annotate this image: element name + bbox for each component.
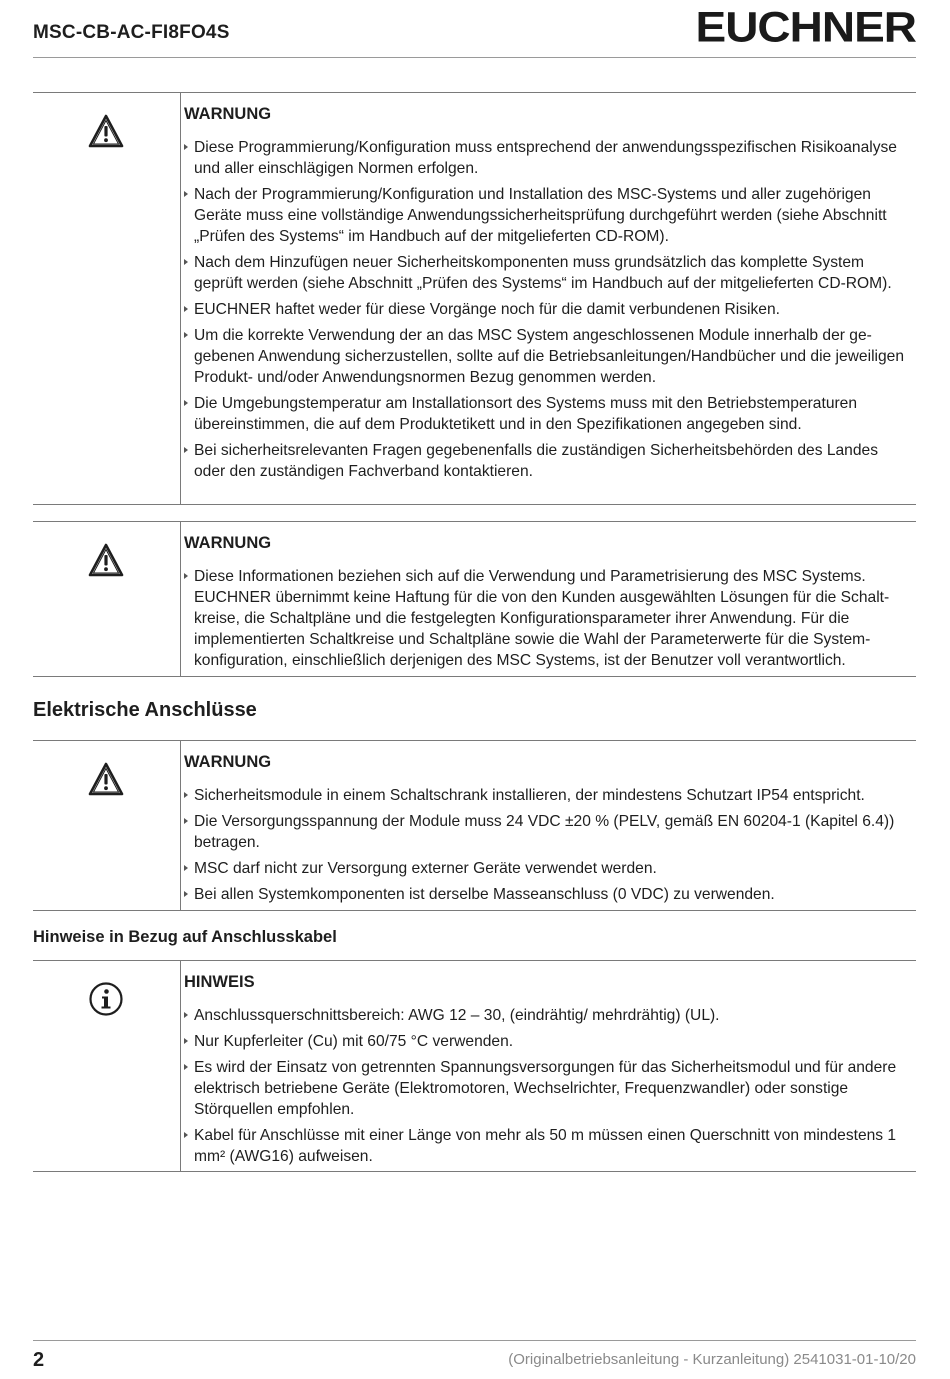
list-item: Nach dem Hinzufügen neuer Sicherheitskomponenten muss grundsätzlich das komplette System geprüft werden (siehe Abschnitt „Prüfen des Systems“ im Handbuch auf der mitgelieferten CD-ROM). — [184, 252, 912, 294]
warning-triangle-icon — [88, 542, 124, 578]
section-heading-electrical: Elektrische Anschlüsse — [33, 699, 257, 721]
list-item: MSC darf nicht zur Versorgung externer Geräte verwendet werden. — [184, 858, 912, 879]
footer-document-reference: (Originalbetriebsanleitung - Kurzanleitung) 2541031-01-10/20 — [508, 1351, 916, 1368]
warning-title: WARNUNG — [184, 753, 272, 771]
warning-list — [184, 566, 912, 676]
section-heading-cables: Hinweise in Bezug auf Anschlusskabel — [33, 928, 337, 946]
warning-box-3 — [33, 740, 916, 911]
list-item: Bei allen Systemkomponenten ist derselbe Masseanschluss (0 VDC) zu verwenden. — [184, 884, 912, 905]
euchner-logo: EUCHNER — [695, 2, 916, 51]
list-item: Die Versorgungsspannung der Module muss 24 VDC ±20 % (PELV, gemäß EN 60204-1 (Kapitel 6.4)) betragen. — [184, 811, 912, 853]
warning-triangle-icon — [88, 113, 124, 149]
list-item: Diese Informationen beziehen sich auf die Verwendung und Parametrisierung des MSC Systems. EUCHNER übernimmt keine Haftung für die von den Kunden ausgewählten Lösungen für die Schaltkreise, die Schaltpläne und die festgelegten Konfigurationsparameter ihrer Anwendung. Für die implementierten Schaltkreise und Schaltpläne sowie die Wahl der Parameterwerte für die Systemkonfiguration, einschließlich derjenigen des MSC Systems, ist der Benutzer voll verantwortlich. — [184, 566, 912, 671]
warning-title: WARNUNG — [184, 534, 272, 552]
document-title: MSC-CB-AC-FI8FO4S — [33, 22, 230, 43]
page-header — [33, 0, 916, 58]
list-item: Es wird der Einsatz von getrennten Spannungsversorgungen für das Sicherheitsmodul und für andere elektrisch betriebene Geräte (Elektromotoren, Wechselrichter, Frequenzwandler) oder sonstige Störquellen empfohlen. — [184, 1057, 912, 1120]
page-number: 2 — [33, 1349, 45, 1371]
list-item: Die Umgebungstemperatur am Installationsort des Systems muss mit den Betriebstemperaturen übereinstimmen, die auf dem Produktetikett und in den Spezifikationen angegeben sind. — [184, 393, 912, 435]
note-box — [33, 960, 916, 1172]
warning-list — [184, 137, 912, 487]
list-item: Anschlussquerschnittsbereich: AWG 12 – 30, (eindrähtig/ mehrdrähtig) (UL). — [184, 1005, 912, 1026]
list-item: Kabel für Anschlüsse mit einer Länge von mehr als 50 m müssen einen Querschnitt von mindestens 1 mm² (AWG16) aufweisen. — [184, 1125, 912, 1167]
list-item: Bei sicherheitsrelevanten Fragen gegebenenfalls die zuständigen Sicherheitsbehörden des Landes oder den zuständigen Fachverband kontaktieren. — [184, 440, 912, 482]
list-item: Nur Kupferleiter (Cu) mit 60/75 °C verwenden. — [184, 1031, 912, 1052]
warning-triangle-icon — [88, 761, 124, 797]
list-item: EUCHNER haftet weder für diese Vorgänge noch für die damit verbundenen Risiken. — [184, 299, 912, 320]
list-item: Nach der Programmierung/Konfiguration und Installation des MSC-Systems und aller zugehörigen Geräte muss eine vollständige Anwendungssicherheitsprüfung durchgeführt werden (siehe Abschnitt „Prüfen des Systems“ im Handbuch auf der mitgelieferten CD-ROM). — [184, 184, 912, 247]
list-item: Diese Programmierung/Konfiguration muss entsprechend der anwendungsspezifischen Risikoanalyse und aller einschlägigen Normen erfolgen. — [184, 137, 912, 179]
list-item: Sicherheitsmodule in einem Schaltschrank installieren, der mindestens Schutzart IP54 entspricht. — [184, 785, 912, 806]
page-footer — [33, 1340, 916, 1379]
warning-title: WARNUNG — [184, 105, 272, 123]
warning-list — [184, 785, 912, 910]
warning-box-1 — [33, 92, 916, 505]
note-title: HINWEIS — [184, 973, 255, 991]
note-list — [184, 1005, 912, 1172]
warning-box-2 — [33, 521, 916, 677]
list-item: Um die korrekte Verwendung der an das MSC System angeschlossenen Module innerhalb der gegebenen Anwendung sicherzustellen, sollte auf die Betriebsanleitungen/Handbücher und die jeweiligen Produkt- und/oder Anwendungsnormen Bezug genommen werden. — [184, 325, 912, 388]
info-icon — [88, 981, 124, 1017]
